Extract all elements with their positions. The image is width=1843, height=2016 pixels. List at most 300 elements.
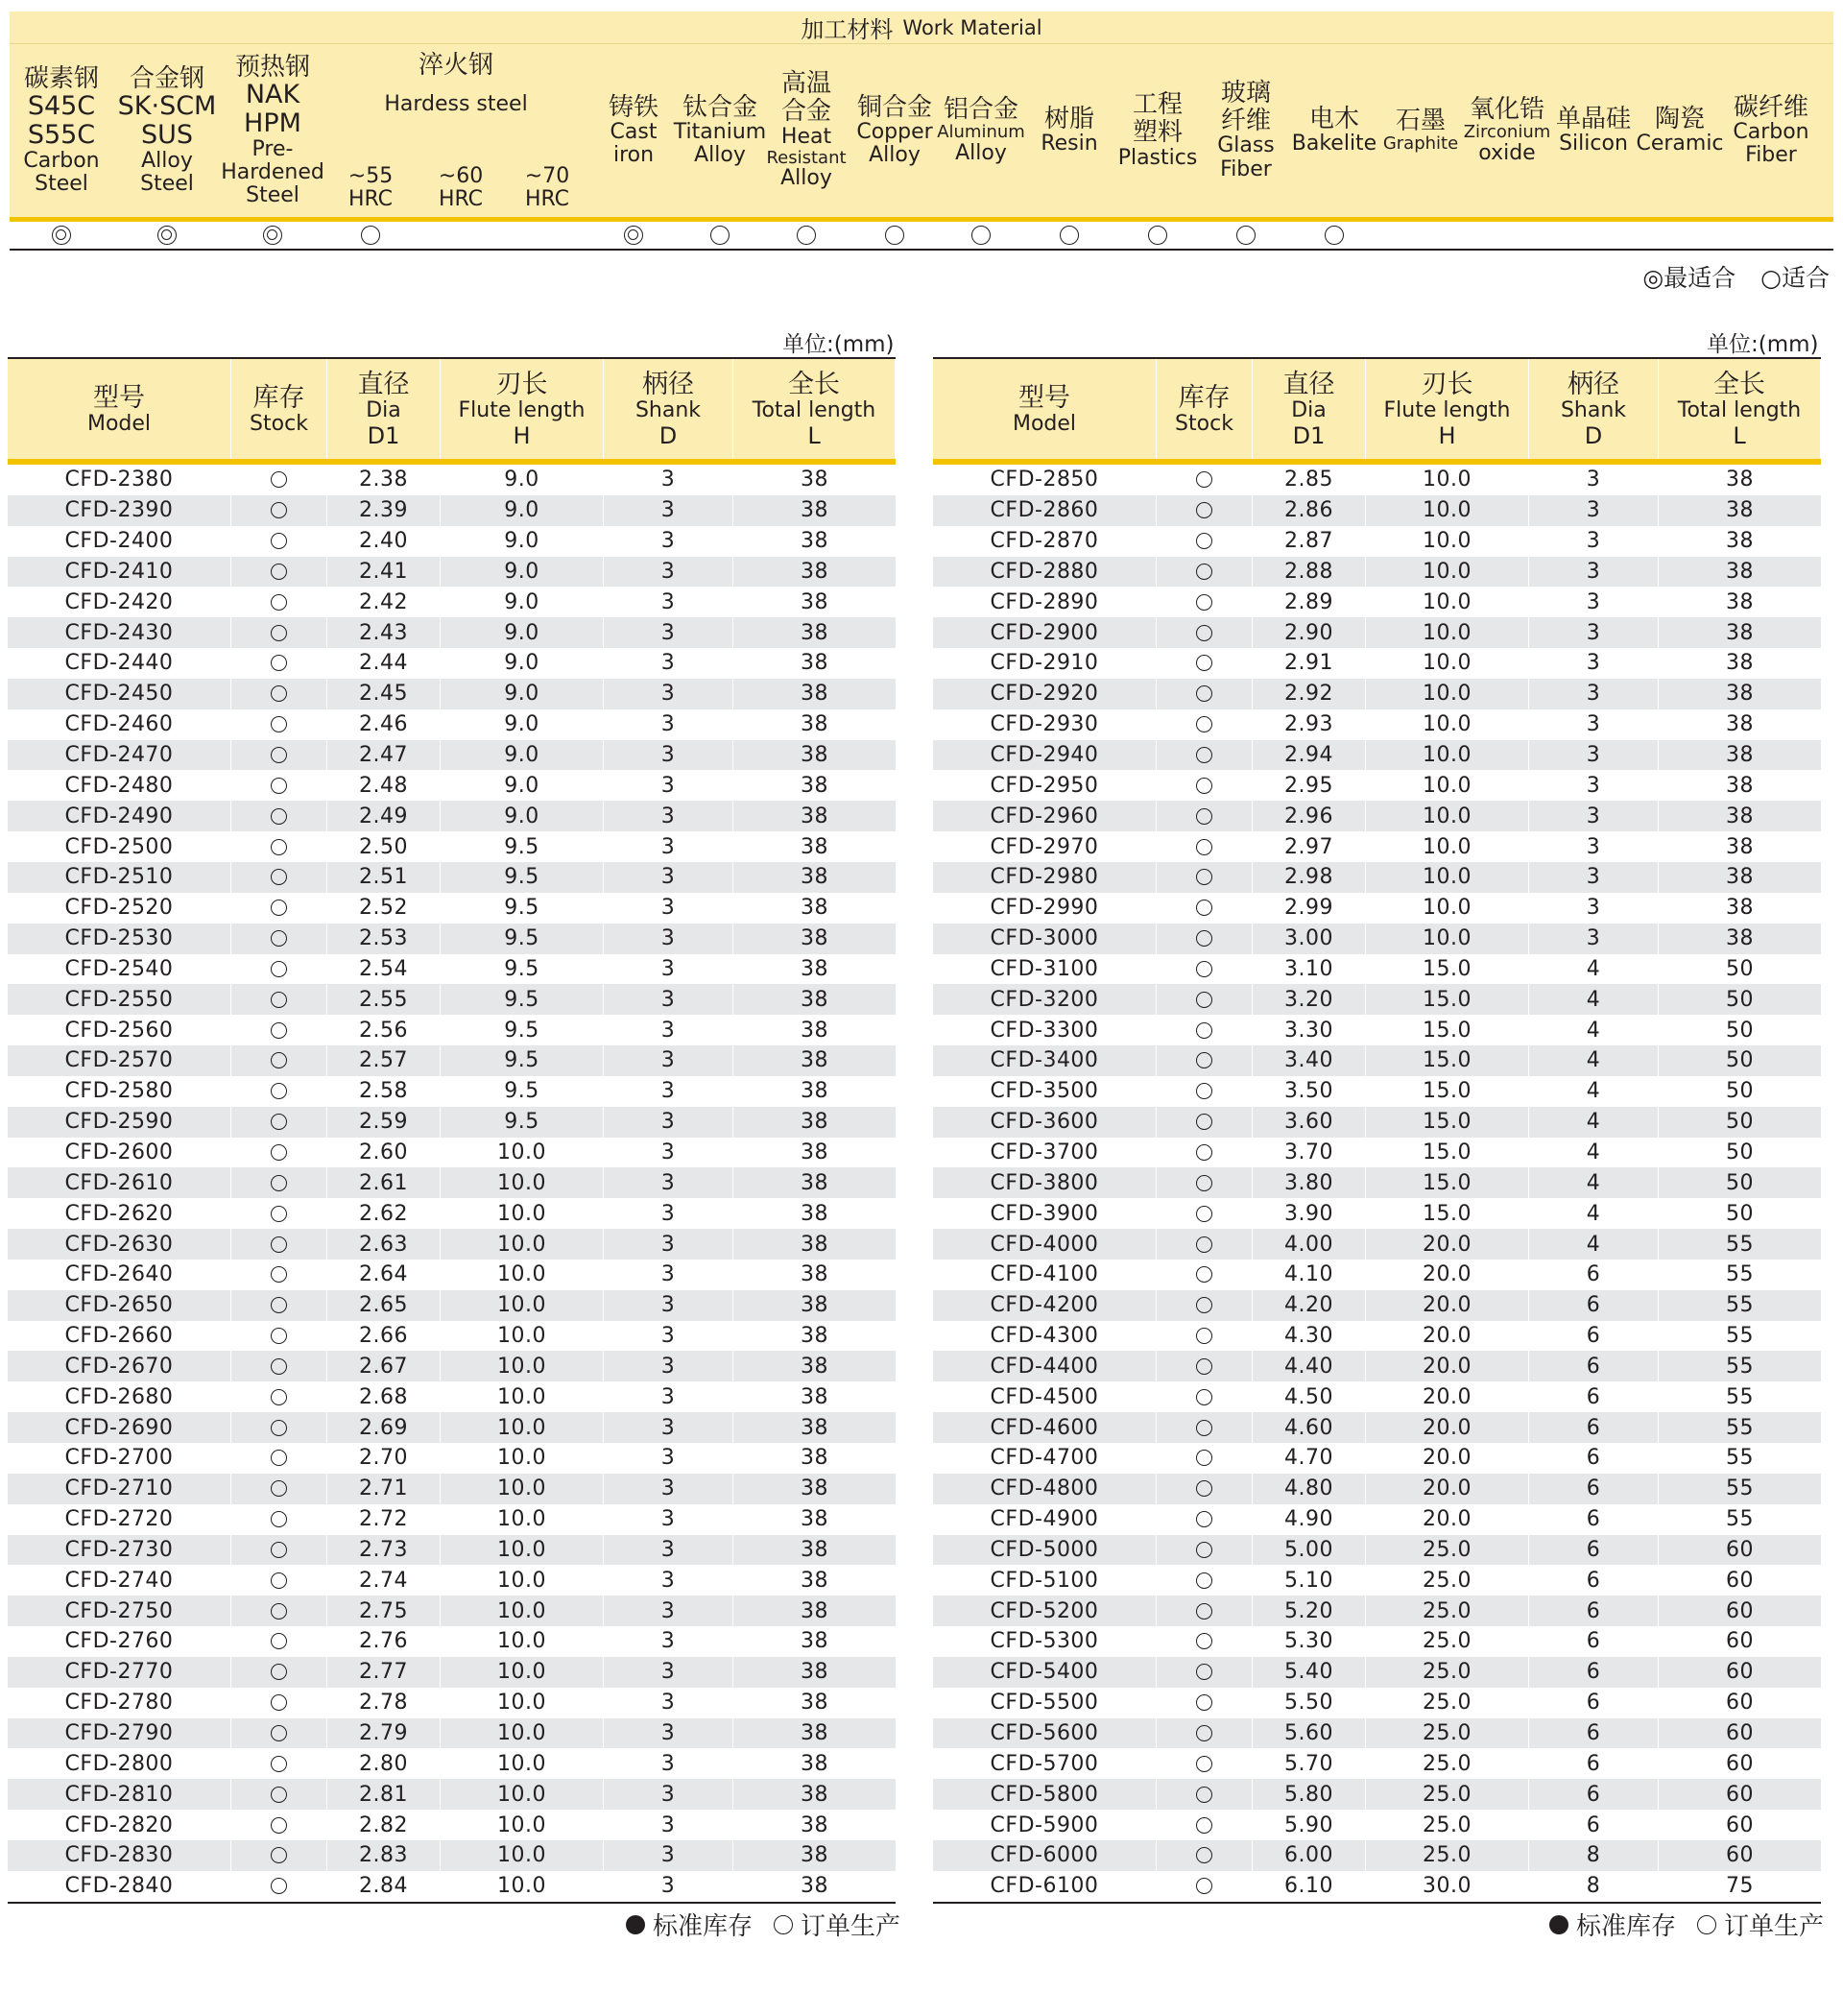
stock-cell	[231, 1718, 327, 1749]
model-cell: CFD-2850	[933, 465, 1157, 495]
column-header	[1366, 359, 1529, 461]
open-circle-icon	[271, 1175, 287, 1191]
open-circle-icon	[1196, 1847, 1212, 1863]
dia-cell: 3.00	[1253, 924, 1366, 954]
table-row	[8, 1626, 896, 1657]
suitability-legend	[1642, 259, 1830, 294]
column-header	[604, 359, 733, 461]
shank-cell: 4	[1529, 954, 1659, 985]
hardened-steel-en: Hardess steel	[384, 91, 528, 116]
flute-length-cell: 10.0	[441, 1138, 604, 1168]
dia-cell: 4.00	[1253, 1229, 1366, 1260]
dia-cell: 4.40	[1253, 1351, 1366, 1381]
open-circle-icon	[1196, 564, 1212, 580]
material-label: HRC	[524, 186, 570, 211]
flute-length-cell: 15.0	[1366, 1198, 1529, 1229]
open-circle-icon	[1196, 1878, 1212, 1894]
stock-cell	[1157, 924, 1253, 954]
material-label: Hardened	[221, 159, 324, 184]
total-length-cell: 38	[801, 987, 828, 1012]
flute-length-cell: 20.0	[1366, 1504, 1529, 1535]
model-cell: CFD-4300	[933, 1321, 1157, 1352]
open-circle-icon	[1196, 1725, 1212, 1741]
open-circle-icon	[1196, 1358, 1212, 1375]
table-row	[8, 1840, 896, 1871]
dia-cell: 2.70	[327, 1443, 441, 1474]
open-circle-icon	[271, 533, 287, 549]
table-row	[933, 1412, 1821, 1443]
column-header	[1157, 359, 1253, 461]
open-circle-icon	[271, 1878, 287, 1894]
total-length-cell: 60	[1726, 1568, 1754, 1593]
table-row	[933, 1626, 1821, 1657]
total-length-cell: 38	[1726, 682, 1754, 707]
stock-cell	[1157, 831, 1253, 862]
shank-cell: 3	[1529, 465, 1659, 495]
model-cell: CFD-2490	[8, 801, 231, 831]
flute-length-cell: 25.0	[1366, 1657, 1529, 1688]
stock-cell	[231, 1290, 327, 1321]
stock-cell	[231, 465, 327, 495]
model-cell: CFD-2820	[8, 1810, 231, 1840]
open-circle-icon	[1196, 808, 1212, 825]
shank-cell: 3	[604, 770, 733, 801]
total-length-cell: 55	[1726, 1324, 1754, 1349]
open-circle-icon	[1196, 1633, 1212, 1649]
stock-cell	[231, 1748, 327, 1779]
total-length-cell: 38	[801, 1140, 828, 1164]
flute-length-cell: 20.0	[1366, 1229, 1529, 1260]
open-circle-icon	[271, 1297, 287, 1313]
model-cell: CFD-3500	[933, 1076, 1157, 1107]
model-cell: CFD-3700	[933, 1138, 1157, 1168]
table-row	[933, 862, 1821, 893]
stock-cell	[1157, 1810, 1253, 1840]
total-length-cell: 38	[1726, 865, 1754, 890]
material-label: Resin	[1041, 132, 1098, 156]
dia-cell: 2.68	[327, 1381, 441, 1412]
dia-cell: 2.49	[327, 801, 441, 831]
shank-cell: 3	[604, 1015, 733, 1045]
flute-length-cell: 20.0	[1366, 1321, 1529, 1352]
flute-length-cell: 10.0	[1366, 617, 1529, 648]
stock-legend-standard: 标准库存	[653, 1912, 754, 1941]
model-cell: CFD-2770	[8, 1657, 231, 1688]
flute-length-cell: 25.0	[1366, 1718, 1529, 1749]
column-header-zh: 全长	[1713, 370, 1765, 400]
column-header	[231, 359, 327, 461]
material-label: Steel	[246, 183, 299, 208]
flute-length-cell: 10.0	[441, 1871, 604, 1902]
model-cell: CFD-2560	[8, 1015, 231, 1045]
unit-label-right: 单位:(mm)	[1707, 332, 1819, 357]
model-cell: CFD-2740	[8, 1565, 231, 1596]
table-row	[933, 648, 1821, 679]
flute-length-cell: 10.0	[441, 1657, 604, 1688]
column-header	[441, 359, 604, 461]
table-row	[933, 954, 1821, 985]
circle-icon	[971, 226, 991, 245]
flute-length-cell: 10.0	[1366, 648, 1529, 679]
total-length-cell: 38	[801, 1293, 828, 1318]
table-bottom-rule	[933, 1902, 1821, 1904]
column-header-sym: D1	[1292, 421, 1326, 449]
shank-cell: 3	[604, 1565, 733, 1596]
material-label: 铸铁	[608, 92, 658, 122]
model-cell: CFD-2780	[8, 1688, 231, 1718]
material-column	[850, 44, 939, 217]
model-cell: CFD-3000	[933, 924, 1157, 954]
stock-legend-standard: 标准库存	[1576, 1912, 1677, 1941]
flute-length-cell: 25.0	[1366, 1840, 1529, 1871]
dia-cell: 5.20	[1253, 1596, 1366, 1626]
table-row	[933, 740, 1821, 771]
dia-cell: 5.60	[1253, 1718, 1366, 1749]
table-row	[8, 1535, 896, 1566]
dia-cell: 2.42	[327, 587, 441, 617]
total-length-cell: 60	[1726, 1598, 1754, 1623]
material-label: Cast	[610, 120, 658, 145]
material-label: ~60	[438, 163, 484, 188]
shank-cell: 3	[604, 924, 733, 954]
material-column	[1463, 44, 1551, 217]
model-cell: CFD-2790	[8, 1718, 231, 1749]
table-row	[8, 648, 896, 679]
model-cell: CFD-5300	[933, 1626, 1157, 1657]
model-cell: CFD-2410	[8, 557, 231, 588]
shank-cell: 4	[1529, 1045, 1659, 1076]
table-body	[933, 465, 1821, 1902]
dia-cell: 2.83	[327, 1840, 441, 1871]
shank-cell: 3	[604, 1596, 733, 1626]
shank-cell: 3	[1529, 648, 1659, 679]
stock-cell	[231, 831, 327, 862]
column-header	[733, 359, 896, 461]
open-circle-icon	[271, 594, 287, 611]
open-circle-icon	[1196, 1420, 1212, 1436]
model-cell: CFD-3300	[933, 1015, 1157, 1045]
shank-cell: 6	[1529, 1565, 1659, 1596]
dia-cell: 3.30	[1253, 1015, 1366, 1045]
stock-cell	[1157, 740, 1253, 771]
dia-cell: 3.40	[1253, 1045, 1366, 1076]
material-column	[589, 44, 678, 217]
flute-length-cell: 10.0	[1366, 465, 1529, 495]
open-circle-icon	[271, 1328, 287, 1344]
total-length-cell: 38	[1726, 468, 1754, 492]
stock-cell	[231, 1229, 327, 1260]
model-cell: CFD-2700	[8, 1443, 231, 1474]
shank-cell: 3	[604, 984, 733, 1015]
material-label: Plastics	[1117, 145, 1198, 170]
stock-cell	[231, 893, 327, 924]
stock-cell	[231, 1565, 327, 1596]
table-row	[8, 1779, 896, 1810]
dia-cell: 2.75	[327, 1596, 441, 1626]
total-length-cell: 38	[801, 651, 828, 676]
total-length-cell: 50	[1726, 1201, 1754, 1226]
model-cell: CFD-2440	[8, 648, 231, 679]
total-length-cell: 38	[801, 1537, 828, 1562]
model-cell: CFD-2800	[8, 1748, 231, 1779]
table-row	[8, 831, 896, 862]
material-label: SK·SCM	[117, 91, 217, 122]
open-circle-icon	[1196, 1450, 1212, 1466]
legend-suitable: ○适合	[1760, 264, 1830, 292]
dia-cell: 2.85	[1253, 465, 1366, 495]
table-row	[8, 1198, 896, 1229]
model-cell: CFD-3100	[933, 954, 1157, 985]
model-cell: CFD-2590	[8, 1107, 231, 1138]
flute-length-cell: 9.0	[441, 648, 604, 679]
dia-cell: 5.70	[1253, 1748, 1366, 1779]
dia-cell: 2.90	[1253, 617, 1366, 648]
dia-cell: 2.74	[327, 1565, 441, 1596]
flute-length-cell: 10.0	[441, 1810, 604, 1840]
stock-cell	[231, 1351, 327, 1381]
open-circle-icon	[1196, 1236, 1212, 1253]
model-cell: CFD-3800	[933, 1167, 1157, 1198]
dia-cell: 2.81	[327, 1779, 441, 1810]
flute-length-cell: 9.0	[441, 801, 604, 831]
stock-cell	[231, 1840, 327, 1871]
total-length-cell: 38	[1726, 620, 1754, 645]
open-circle-icon	[271, 1022, 287, 1039]
shank-cell: 4	[1529, 1107, 1659, 1138]
flute-length-cell: 10.0	[1366, 679, 1529, 709]
table-row	[8, 1015, 896, 1045]
material-label: Copper	[856, 120, 933, 145]
shank-cell: 3	[604, 709, 733, 740]
table-row	[8, 1443, 896, 1474]
open-circle-icon	[1196, 1664, 1212, 1680]
model-cell: CFD-5500	[933, 1688, 1157, 1718]
table-row	[8, 1167, 896, 1198]
dia-cell: 2.84	[327, 1871, 441, 1902]
flute-length-cell: 15.0	[1366, 1015, 1529, 1045]
material-label: 纤维	[1220, 106, 1271, 135]
flute-length-cell: 10.0	[441, 1626, 604, 1657]
column-header-en: Dia	[366, 398, 401, 423]
stock-cell	[1157, 1381, 1253, 1412]
stock-cell	[231, 954, 327, 985]
stock-cell	[1157, 1045, 1253, 1076]
flute-length-cell: 10.0	[441, 1779, 604, 1810]
total-length-cell: 38	[801, 498, 828, 523]
column-header-zh: 直径	[357, 370, 410, 400]
dia-cell: 2.96	[1253, 801, 1366, 831]
model-cell: CFD-2950	[933, 770, 1157, 801]
table-row	[8, 801, 896, 831]
model-cell: CFD-2600	[8, 1138, 231, 1168]
dia-cell: 2.50	[327, 831, 441, 862]
shank-cell: 3	[1529, 831, 1659, 862]
table-row	[933, 1657, 1821, 1688]
stock-cell	[231, 709, 327, 740]
total-length-cell: 38	[801, 1598, 828, 1623]
dia-cell: 2.72	[327, 1504, 441, 1535]
dia-cell: 2.95	[1253, 770, 1366, 801]
open-circle-icon	[271, 1206, 287, 1222]
material-label: 石墨	[1395, 106, 1446, 135]
table-row	[933, 1688, 1821, 1718]
shank-cell: 3	[1529, 770, 1659, 801]
shank-cell: 3	[604, 1840, 733, 1871]
shank-cell: 3	[1529, 526, 1659, 557]
shank-cell: 3	[604, 1290, 733, 1321]
model-cell: CFD-2970	[933, 831, 1157, 862]
unit-label-left: 单位:(mm)	[782, 332, 895, 357]
open-circle-icon	[271, 1756, 287, 1772]
total-length-cell: 38	[801, 1415, 828, 1440]
model-cell: CFD-2550	[8, 984, 231, 1015]
shank-cell: 3	[604, 526, 733, 557]
stock-cell	[231, 1198, 327, 1229]
model-cell: CFD-2900	[933, 617, 1157, 648]
shank-cell: 3	[1529, 862, 1659, 893]
model-cell: CFD-5900	[933, 1810, 1157, 1840]
stock-cell	[1157, 1871, 1253, 1902]
stock-cell	[231, 648, 327, 679]
total-length-cell: 55	[1726, 1232, 1754, 1257]
shank-cell: 3	[604, 1443, 733, 1474]
total-length-cell: 60	[1726, 1812, 1754, 1837]
flute-length-cell: 20.0	[1366, 1443, 1529, 1474]
dia-cell: 2.61	[327, 1167, 441, 1198]
material-label: Zirconium	[1463, 122, 1551, 143]
stock-cell	[231, 1688, 327, 1718]
shank-cell: 6	[1529, 1351, 1659, 1381]
open-circle-icon	[1196, 1052, 1212, 1068]
total-length-cell: 38	[801, 1048, 828, 1073]
open-circle-icon	[271, 839, 287, 855]
model-cell: CFD-4000	[933, 1229, 1157, 1260]
flute-length-cell: 9.0	[441, 557, 604, 588]
flute-length-cell: 20.0	[1366, 1290, 1529, 1321]
stock-cell	[231, 1504, 327, 1535]
stock-cell	[231, 1076, 327, 1107]
table-row	[933, 1138, 1821, 1168]
table-row	[933, 924, 1821, 954]
dia-cell: 5.80	[1253, 1779, 1366, 1810]
stock-cell	[1157, 1321, 1253, 1352]
dia-cell: 2.91	[1253, 648, 1366, 679]
column-header-sym: H	[1438, 421, 1456, 449]
total-length-cell: 38	[801, 1568, 828, 1593]
circle-icon	[1325, 226, 1344, 245]
total-length-cell: 38	[801, 559, 828, 584]
flute-length-cell: 9.5	[441, 1015, 604, 1045]
stock-cell	[1157, 1474, 1253, 1504]
table-row	[8, 1810, 896, 1840]
column-header-sym: H	[513, 421, 531, 449]
shank-cell: 8	[1529, 1871, 1659, 1902]
table-row	[8, 1474, 896, 1504]
open-circle-icon	[1196, 1480, 1212, 1497]
flute-length-cell: 10.0	[441, 1748, 604, 1779]
open-circle-icon	[1697, 1915, 1716, 1934]
model-cell: CFD-2470	[8, 740, 231, 771]
model-cell: CFD-6000	[933, 1840, 1157, 1871]
open-circle-icon	[1196, 1083, 1212, 1099]
dia-cell: 2.78	[327, 1688, 441, 1718]
model-cell: CFD-2830	[8, 1840, 231, 1871]
column-header-zh: 柄径	[1568, 370, 1619, 400]
flute-length-cell: 9.0	[441, 770, 604, 801]
open-circle-icon	[271, 685, 287, 702]
dia-cell: 3.60	[1253, 1107, 1366, 1138]
stock-cell	[231, 1321, 327, 1352]
table-row	[933, 1718, 1821, 1749]
flute-length-cell: 15.0	[1366, 1138, 1529, 1168]
stock-legend-order: 订单生产	[801, 1912, 901, 1941]
flute-length-cell: 10.0	[1366, 862, 1529, 893]
table-row	[933, 1107, 1821, 1138]
dia-cell: 2.44	[327, 648, 441, 679]
table-row	[933, 1810, 1821, 1840]
material-label: 单晶硅	[1555, 104, 1631, 133]
open-circle-icon	[271, 1420, 287, 1436]
model-cell: CFD-2710	[8, 1474, 231, 1504]
table-row	[8, 1381, 896, 1412]
column-header	[8, 359, 231, 461]
open-circle-icon	[774, 1915, 793, 1934]
model-cell: CFD-2610	[8, 1167, 231, 1198]
model-cell: CFD-4700	[933, 1443, 1157, 1474]
flute-length-cell: 15.0	[1366, 984, 1529, 1015]
flute-length-cell: 10.0	[441, 1565, 604, 1596]
table-row	[8, 770, 896, 801]
dia-cell: 2.47	[327, 740, 441, 771]
shank-cell: 3	[604, 1474, 733, 1504]
dia-cell: 2.65	[327, 1290, 441, 1321]
dia-cell: 2.82	[327, 1810, 441, 1840]
open-circle-icon	[271, 869, 287, 885]
work-material-panel	[10, 12, 1833, 242]
stock-cell	[1157, 801, 1253, 831]
stock-cell	[231, 679, 327, 709]
open-circle-icon	[1196, 1114, 1212, 1130]
flute-length-cell: 10.0	[441, 1198, 604, 1229]
material-label: 塑料	[1132, 117, 1183, 147]
open-circle-icon	[271, 1847, 287, 1863]
material-label: ~70	[524, 163, 570, 188]
model-cell: CFD-2910	[933, 648, 1157, 679]
total-length-cell: 55	[1726, 1384, 1754, 1409]
stock-cell	[1157, 1351, 1253, 1381]
flute-length-cell: 9.0	[441, 495, 604, 526]
model-cell: CFD-2980	[933, 862, 1157, 893]
stock-cell	[1157, 709, 1253, 740]
flute-length-cell: 9.0	[441, 679, 604, 709]
material-label: ~55	[347, 163, 394, 188]
stock-cell	[1157, 526, 1253, 557]
table-row	[933, 831, 1821, 862]
material-label: 树脂	[1043, 104, 1094, 133]
flute-length-cell: 10.0	[441, 1840, 604, 1871]
stock-cell	[1157, 954, 1253, 985]
shank-cell: 3	[604, 862, 733, 893]
total-length-cell: 38	[801, 1782, 828, 1807]
work-material-columns	[10, 44, 1833, 217]
material-label: S55C	[27, 120, 96, 151]
open-circle-icon	[271, 1511, 287, 1527]
open-circle-icon	[271, 502, 287, 518]
model-cell: CFD-2480	[8, 770, 231, 801]
flute-length-cell: 15.0	[1366, 1045, 1529, 1076]
open-circle-icon	[271, 1480, 287, 1497]
material-label: Titanium	[673, 120, 767, 145]
